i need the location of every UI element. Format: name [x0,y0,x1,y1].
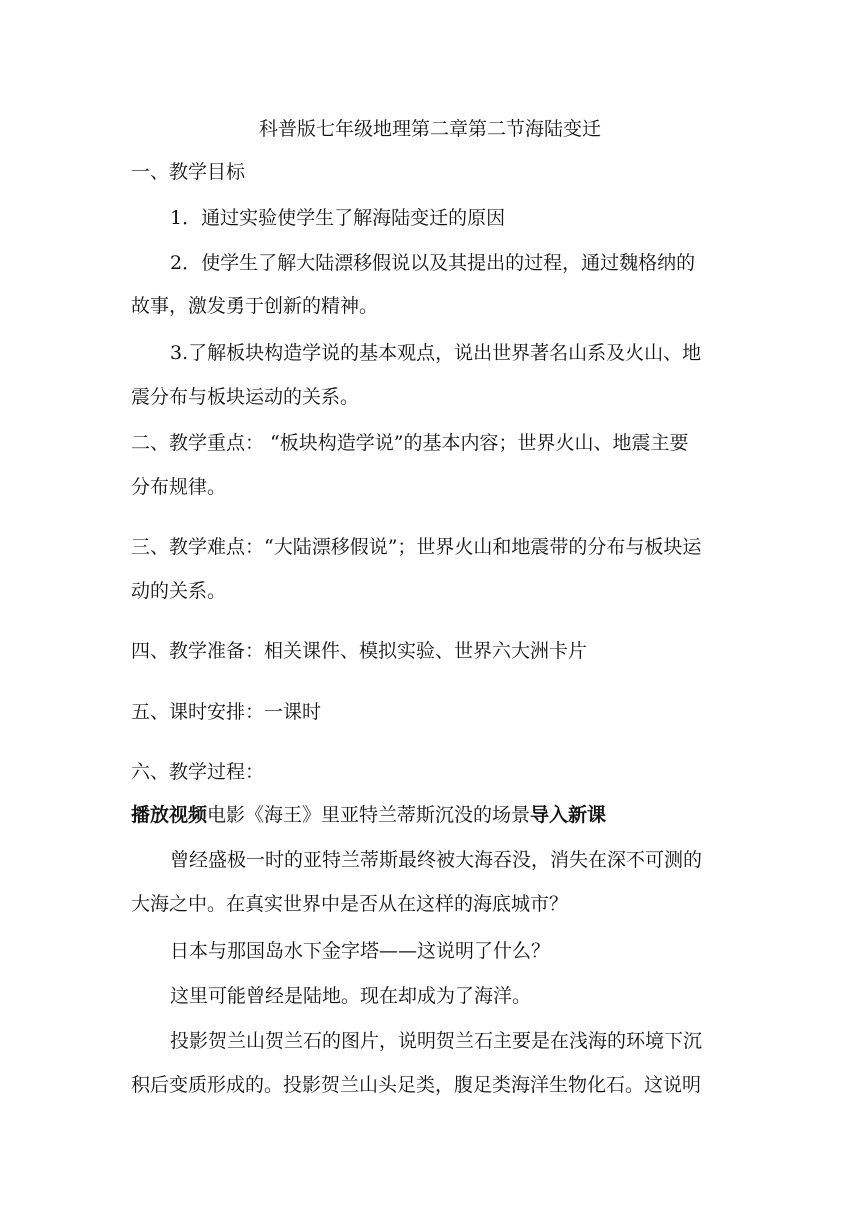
goals-heading: 一、教学目标 [131,161,246,183]
difficulties-line-1: 三、教学难点：“大陆漂移假说”；世界火山和地震带的分布与板块运 [131,536,702,558]
goal-item-2-line-2: 故事，激发勇于创新的精神。 [131,295,379,317]
paragraph-4-line-1: 投影贺兰山贺兰石的图片，说明贺兰石主要是在浅海的环境下沉 [170,1030,703,1052]
paragraph-4-line-2: 积后变质形成的。投影贺兰山头足类，腹足类海洋生物化石。这说明 [131,1074,702,1096]
goal-item-3-line-2: 震分布与板块运动的关系。 [131,386,360,408]
intro-text: 电影《海王》里亚特兰蒂斯沉没的场景 [207,804,531,826]
intro-bold-play-video: 播放视频 [131,804,208,826]
intro-line [131,803,606,827]
paragraph-1-line-1: 曾经盛极一时的亚特兰蒂斯最终被大海吞没，消失在深不可测的 [170,849,703,871]
goal-item-3-line-1: 3.了解板块构造学说的基本观点，说出世界著名山系及火山、地 [170,342,702,364]
process-heading: 六、教学过程： [131,761,265,783]
goal-item-1: 1．通过实验使学生了解海陆变迁的原因 [170,207,506,229]
goal-item-2-line-1: 2．使学生了解大陆漂移假说以及其提出的过程，通过魏格纳的 [170,252,696,274]
key-points-line-2: 分布规律。 [131,476,227,498]
schedule-line: 五、课时安排：一课时 [131,701,322,723]
paragraph-3: 这里可能曾经是陆地。现在却成为了海洋。 [170,985,532,1007]
paragraph-1-line-2: 大海之中。在真实世界中是否从在这样的海底城市？ [131,893,569,915]
key-points-line-1: 二、教学重点： “板块构造学说”的基本内容；世界火山、地震主要 [131,432,689,454]
preparation-line: 四、教学准备：相关课件、模拟实验、世界六大洲卡片 [131,640,588,662]
difficulties-line-2: 动的关系。 [131,580,227,602]
intro-bold-new-lesson: 导入新课 [530,804,607,826]
paragraph-2: 日本与那国岛水下金字塔——这说明了什么？ [170,940,551,962]
document-title: 科普版七年级地理第二章第二节海陆变迁 [258,118,601,140]
